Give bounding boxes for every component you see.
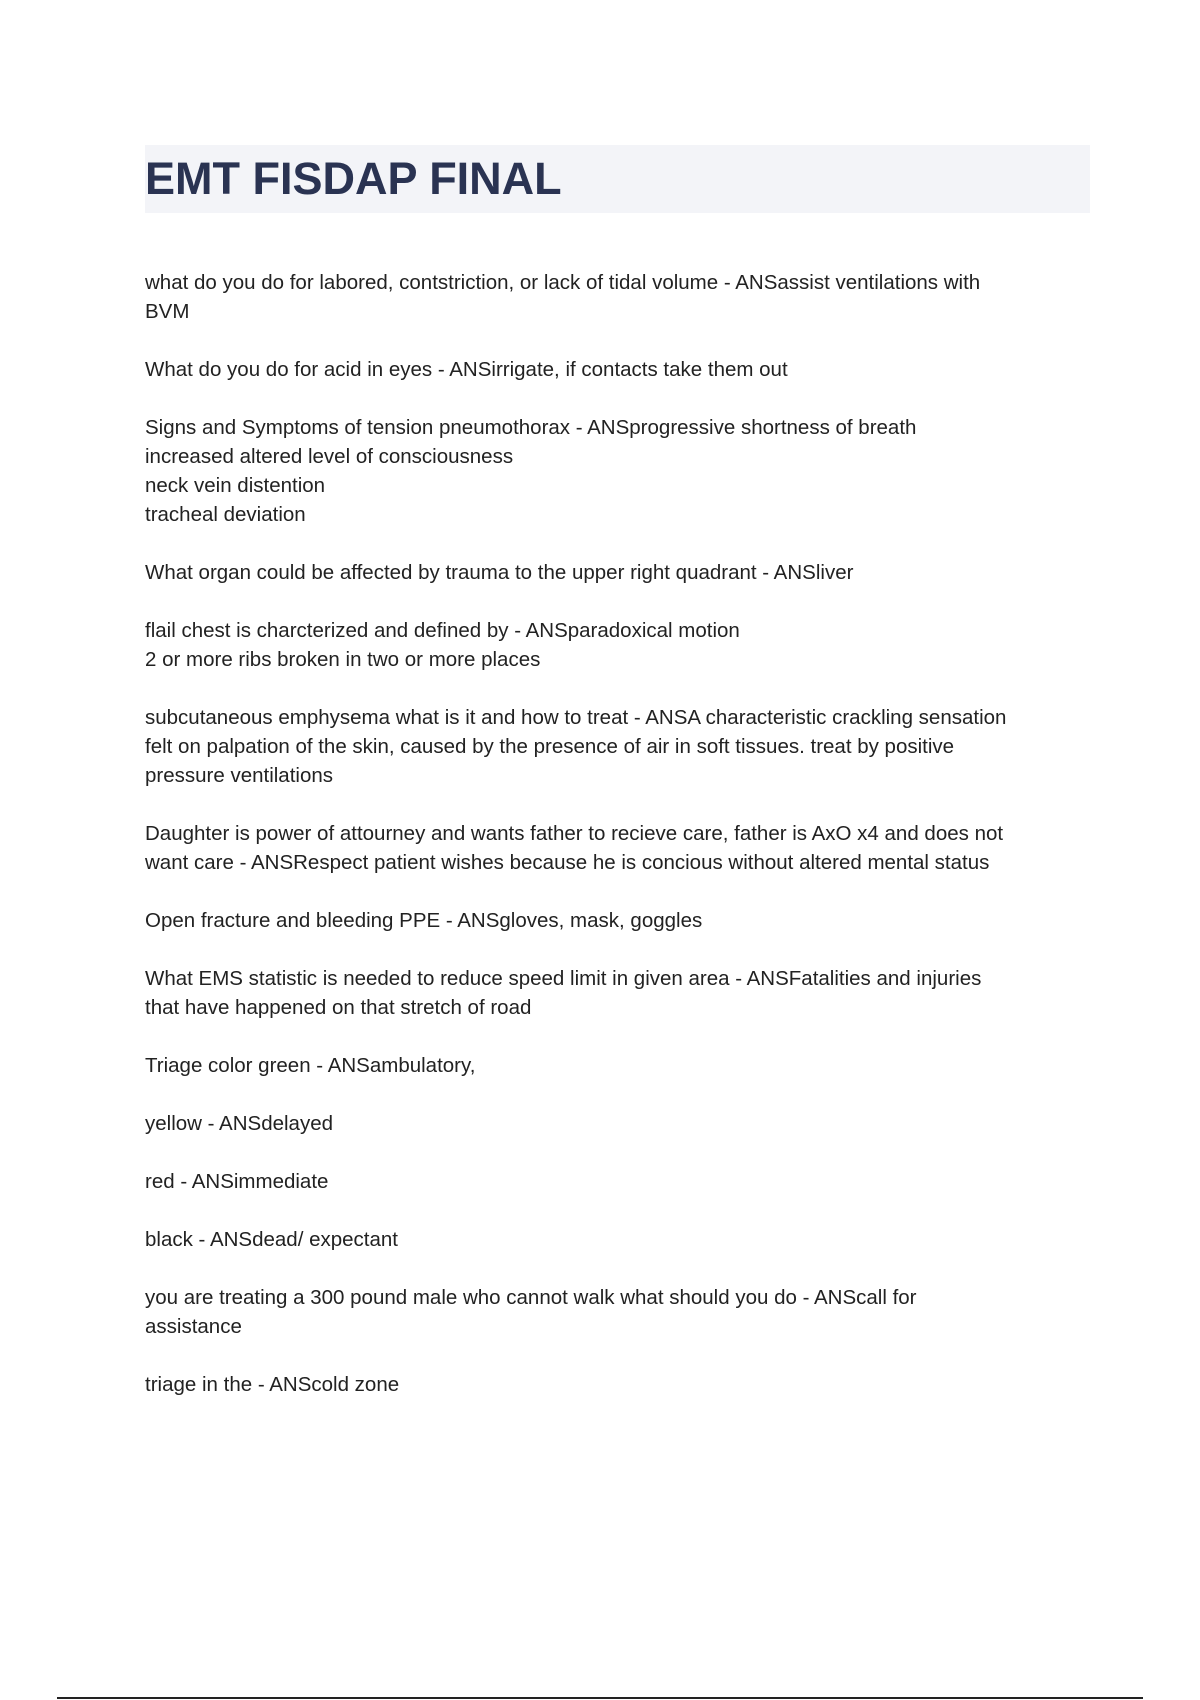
qa-list (145, 268, 1090, 1428)
qa-line: red - ANSimmediate (145, 1170, 329, 1193)
qa-item (145, 964, 1090, 1022)
qa-line: What organ could be affected by trauma to the upper right quadrant - ANSliver (145, 561, 854, 584)
qa-line: Signs and Symptoms of tension pneumothorax - ANSprogressive shortness of breath (145, 416, 917, 439)
title-banner (145, 145, 1090, 213)
qa-line: increased altered level of consciousness (145, 445, 514, 468)
qa-line: Triage color green - ANSambulatory, (145, 1054, 476, 1077)
qa-item (145, 1109, 1090, 1138)
qa-item (145, 703, 1090, 790)
qa-line: Open fracture and bleeding PPE - ANSgloves, mask, goggles (145, 909, 703, 932)
qa-item (145, 1167, 1090, 1196)
qa-item (145, 616, 1090, 674)
qa-line: pressure ventilations (145, 764, 334, 787)
qa-line: What do you do for acid in eyes - ANSirrigate, if contacts take them out (145, 358, 788, 381)
qa-item (145, 1370, 1090, 1399)
qa-line: black - ANSdead/ expectant (145, 1228, 398, 1251)
qa-item (145, 355, 1090, 384)
qa-line: 2 or more ribs broken in two or more places (145, 648, 541, 671)
qa-item (145, 1051, 1090, 1080)
qa-item (145, 906, 1090, 935)
qa-line: flail chest is charcterized and defined by - ANSparadoxical motion (145, 619, 740, 642)
qa-line: want care - ANSRespect patient wishes because he is concious without altered mental status (145, 851, 990, 874)
qa-item (145, 268, 1090, 326)
qa-item (145, 1225, 1090, 1254)
qa-line: neck vein distention (145, 474, 326, 497)
qa-item (145, 819, 1090, 877)
qa-line: felt on palpation of the skin, caused by the presence of air in soft tissues. treat by positive (145, 735, 955, 758)
qa-line: BVM (145, 300, 190, 323)
qa-line: you are treating a 300 pound male who cannot walk what should you do - ANScall for (145, 1286, 917, 1309)
qa-line: what do you do for labored, contstriction, or lack of tidal volume - ANSassist ventilations with (145, 271, 981, 294)
qa-line: triage in the - ANScold zone (145, 1373, 400, 1396)
qa-line: What EMS statistic is needed to reduce speed limit in given area - ANSFatalities and injuries (145, 967, 982, 990)
qa-line: yellow - ANSdelayed (145, 1112, 334, 1135)
footer-divider (57, 1697, 1143, 1699)
qa-line: assistance (145, 1315, 242, 1338)
qa-item (145, 558, 1090, 587)
qa-line: Daughter is power of attourney and wants father to recieve care, father is AxO x4 and does not (145, 822, 1004, 845)
document-title: EMT FISDAP FINAL (145, 153, 562, 204)
qa-line: that have happened on that stretch of road (145, 996, 532, 1019)
qa-item (145, 1283, 1090, 1341)
qa-item (145, 413, 1090, 529)
qa-line: subcutaneous emphysema what is it and how to treat - ANSA characteristic crackling sensation (145, 706, 1007, 729)
qa-line: tracheal deviation (145, 503, 306, 526)
